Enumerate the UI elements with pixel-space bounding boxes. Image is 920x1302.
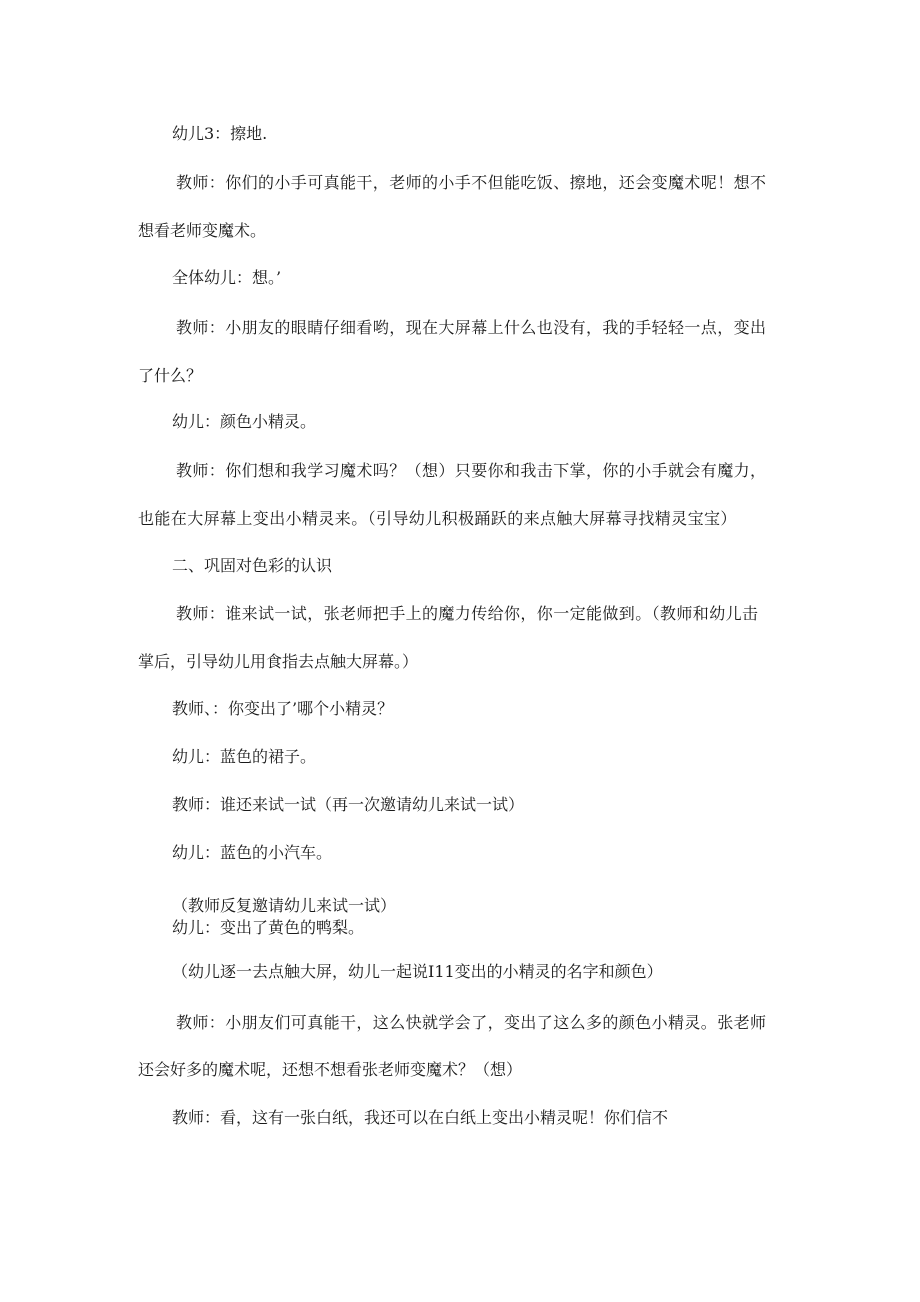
text-line-teacher-learn-1: 教师：你们想和我学习魔术吗？（想）只要你和我击下掌，你的小手就会有魔力，	[176, 461, 767, 480]
text-line-teacher-who-else: 教师：谁还来试一试（再一次邀请幼儿来试一试）	[172, 795, 525, 814]
text-line-child-yellow-pear: 幼儿：变出了黄色的鸭梨。	[172, 918, 365, 937]
text-line-teacher-screen-2: 了什么？	[138, 366, 203, 385]
text-line-teacher-praise-2: 还会好多的魔术呢，还想不想看张老师变魔术？（想）	[138, 1060, 523, 1079]
text-line-teacher-praise-1: 教师：小朋友们可真能干，这么快就学会了，变出了这么多的颜色小精灵。张老师	[176, 1013, 767, 1032]
text-line-teacher-magic-2: 想看老师变魔术。	[138, 221, 267, 240]
text-line-teacher-try-2: 掌后，引导幼儿用食指去点触大屏幕。）	[138, 652, 419, 671]
section-heading-consolidate-colors: 二、巩固对色彩的认识	[172, 556, 333, 575]
text-line-child3-mop: 幼儿3：擦地.	[172, 124, 268, 143]
text-line-all-children: 全体幼儿：想。’	[172, 268, 282, 287]
text-line-teacher-screen-1: 教师：小朋友的眼睛仔细看哟，现在大屏幕上什么也没有，我的手轻轻一点，变出	[176, 318, 767, 337]
text-line-children-take-turns: （幼儿逐一去点触大屏，幼儿一起说I11变出的小精灵的名字和颜色）	[172, 962, 663, 981]
text-line-child-blue-car: 幼儿：蓝色的小汽车。	[172, 843, 333, 862]
text-line-teacher-white-paper: 教师：看，这有一张白纸，我还可以在白纸上变出小精灵呢！你们信不	[172, 1108, 669, 1127]
text-line-teacher-repeated-invite: （教师反复邀请幼儿来试一试）	[172, 896, 397, 915]
text-line-teacher-magic-1: 教师：你们的小手可真能干，老师的小手不但能吃饭、擦地，还会变魔术呢！想不	[176, 173, 767, 192]
text-line-teacher-try-1: 教师：谁来试一试，张老师把手上的魔力传给你，你一定能做到。（教师和幼儿击	[176, 604, 759, 623]
text-line-teacher-learn-2: 也能在大屏幕上变出小精灵来。（引导幼儿积极踊跃的来点触大屏幕寻找精灵宝宝）	[138, 509, 737, 528]
text-line-child-blue-skirt: 幼儿：蓝色的裙子。	[172, 747, 317, 766]
text-line-child-color-sprite: 幼儿：颜色小精灵。	[172, 412, 317, 431]
text-line-teacher-which-sprite: 教师、：你变出了’哪个小精灵？	[172, 699, 394, 718]
